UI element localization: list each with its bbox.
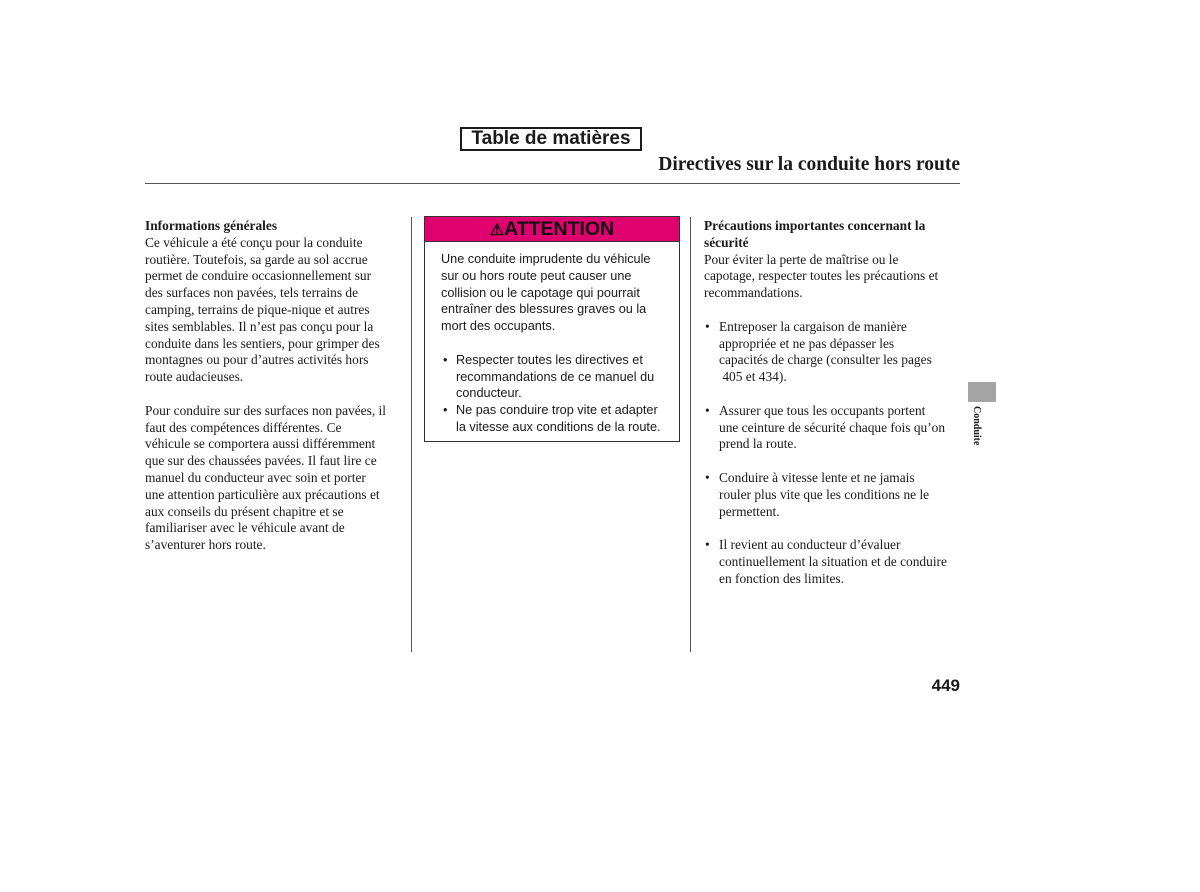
left-para-line: aux conseils du présent chapitre et se [145,503,344,519]
section-title: Directives sur la conduite hors route [658,154,960,175]
bullet-dot-icon: • [443,403,448,418]
safety-bullet-line: continuellement la situation et de conduire [719,553,947,569]
right-para-line: recommandations. [704,285,803,301]
safety-bullet [704,537,962,587]
warning-bullet-line: recommandations de ce manuel du [456,369,655,384]
column-divider [411,217,412,652]
safety-bullet-line: Il revient au conducteur d’évaluer [719,537,901,553]
bullet-dot-icon: • [705,318,710,334]
bullet-dot-icon: • [705,469,710,485]
warning-bullet-line: la vitesse aux conditions de la route. [456,419,661,434]
warning-text-line: entraîner des blessures graves ou la [441,302,647,317]
warning-text-line: sur ou hors route peut causer une [441,268,632,283]
header-rule [145,183,960,184]
left-para-line: familiariser avec le véhicule avant de [145,520,345,536]
safety-bullet-line: permettent. [719,503,780,519]
table-of-contents-button[interactable]: Table de matières [460,127,642,151]
safety-bullet-line: en fonction des limites. [719,570,844,586]
warning-bullet [441,402,665,436]
left-para-line: Pour conduire sur des surfaces non pavées, il [145,402,386,418]
safety-bullet-line: prend la route. [719,436,797,452]
left-para-line: sites semblables. Il n’est pas conçu pour la [145,318,374,334]
chapter-tab[interactable] [968,382,996,402]
right-para-line: capotage, respecter toutes les précautions et [704,268,939,284]
left-para-line: route audacieuses. [145,369,244,385]
left-para-line: faut des compétences différentes. Ce [145,419,342,435]
safety-bullet [704,403,962,453]
safety-bullet-line: Assurer que tous les occupants portent [719,402,926,418]
safety-bullet-line: 405 et 434). [719,369,787,385]
safety-bullet [704,319,962,386]
left-para-line: une attention particulière aux précautions et [145,486,380,502]
warning-title: ATTENTION [504,218,615,240]
safety-bullet [704,470,962,520]
warning-bullet [441,352,665,402]
left-para-line: permet de conduire occasionnellement sur [145,268,372,284]
warning-header [425,217,679,242]
left-para-line: Ce véhicule a été conçu pour la conduite [145,234,363,250]
bullet-dot-icon: • [443,352,448,367]
chapter-tab-label: Conduite [971,406,982,446]
left-para-line: s’aventurer hors route. [145,537,266,553]
warning-text-line: collision ou le capotage qui pourrait [441,285,640,300]
safety-heading: sécurité [704,234,749,250]
warning-box [424,216,680,442]
warning-bullet-line: Ne pas conduire trop vite et adapter [456,403,658,418]
left-para-line: des surfaces non pavées, tels terrains de [145,285,359,301]
left-para-line: manuel du conducteur avec soin et porter [145,469,366,485]
left-para-line: montagnes ou pour d’autres activités hors [145,352,369,368]
safety-bullet-line: Entreposer la cargaison de manière [719,318,907,334]
warning-text-line: Une conduite imprudente du véhicule [441,252,651,266]
left-para-line: camping, terrains de pique-nique et autres [145,301,370,317]
left-para-line: véhicule se comportera aussi différemment [145,436,376,452]
safety-heading: Précautions importantes concernant la [704,218,926,233]
safety-bullet-line: appropriée et ne pas dépasser les [719,335,895,351]
safety-bullet-line: une ceinture de sécurité chaque fois qu’on [719,419,946,435]
safety-bullet-line: rouler plus vite que les conditions ne le [719,486,930,502]
bullet-dot-icon: • [705,402,710,418]
right-para-line: Pour éviter la perte de maîtrise ou le [704,251,899,267]
left-para-line: routière. Toutefois, sa garde au sol accrue [145,251,368,267]
column-divider [690,217,691,652]
general-info-heading: Informations générales [145,218,278,233]
warning-bullet-line: Respecter toutes les directives et [456,352,643,367]
warning-text-line: mort des occupants. [441,319,556,334]
safety-bullet-line: Conduire à vitesse lente et ne jamais [719,469,915,485]
page-number: 449 [931,676,960,695]
warning-bullet-line: conducteur. [456,386,522,401]
right-column [704,218,962,588]
left-column [145,218,405,554]
safety-bullet-line: capacités de charge (consulter les pages [719,352,932,368]
left-para-line: que sur des chaussées pavées. Il faut lire ce [145,453,377,469]
bullet-dot-icon: • [705,537,710,553]
left-para-line: conduite dans les sentiers, pour grimper des [145,335,380,351]
warning-triangle-icon: ⚠ [489,222,505,239]
